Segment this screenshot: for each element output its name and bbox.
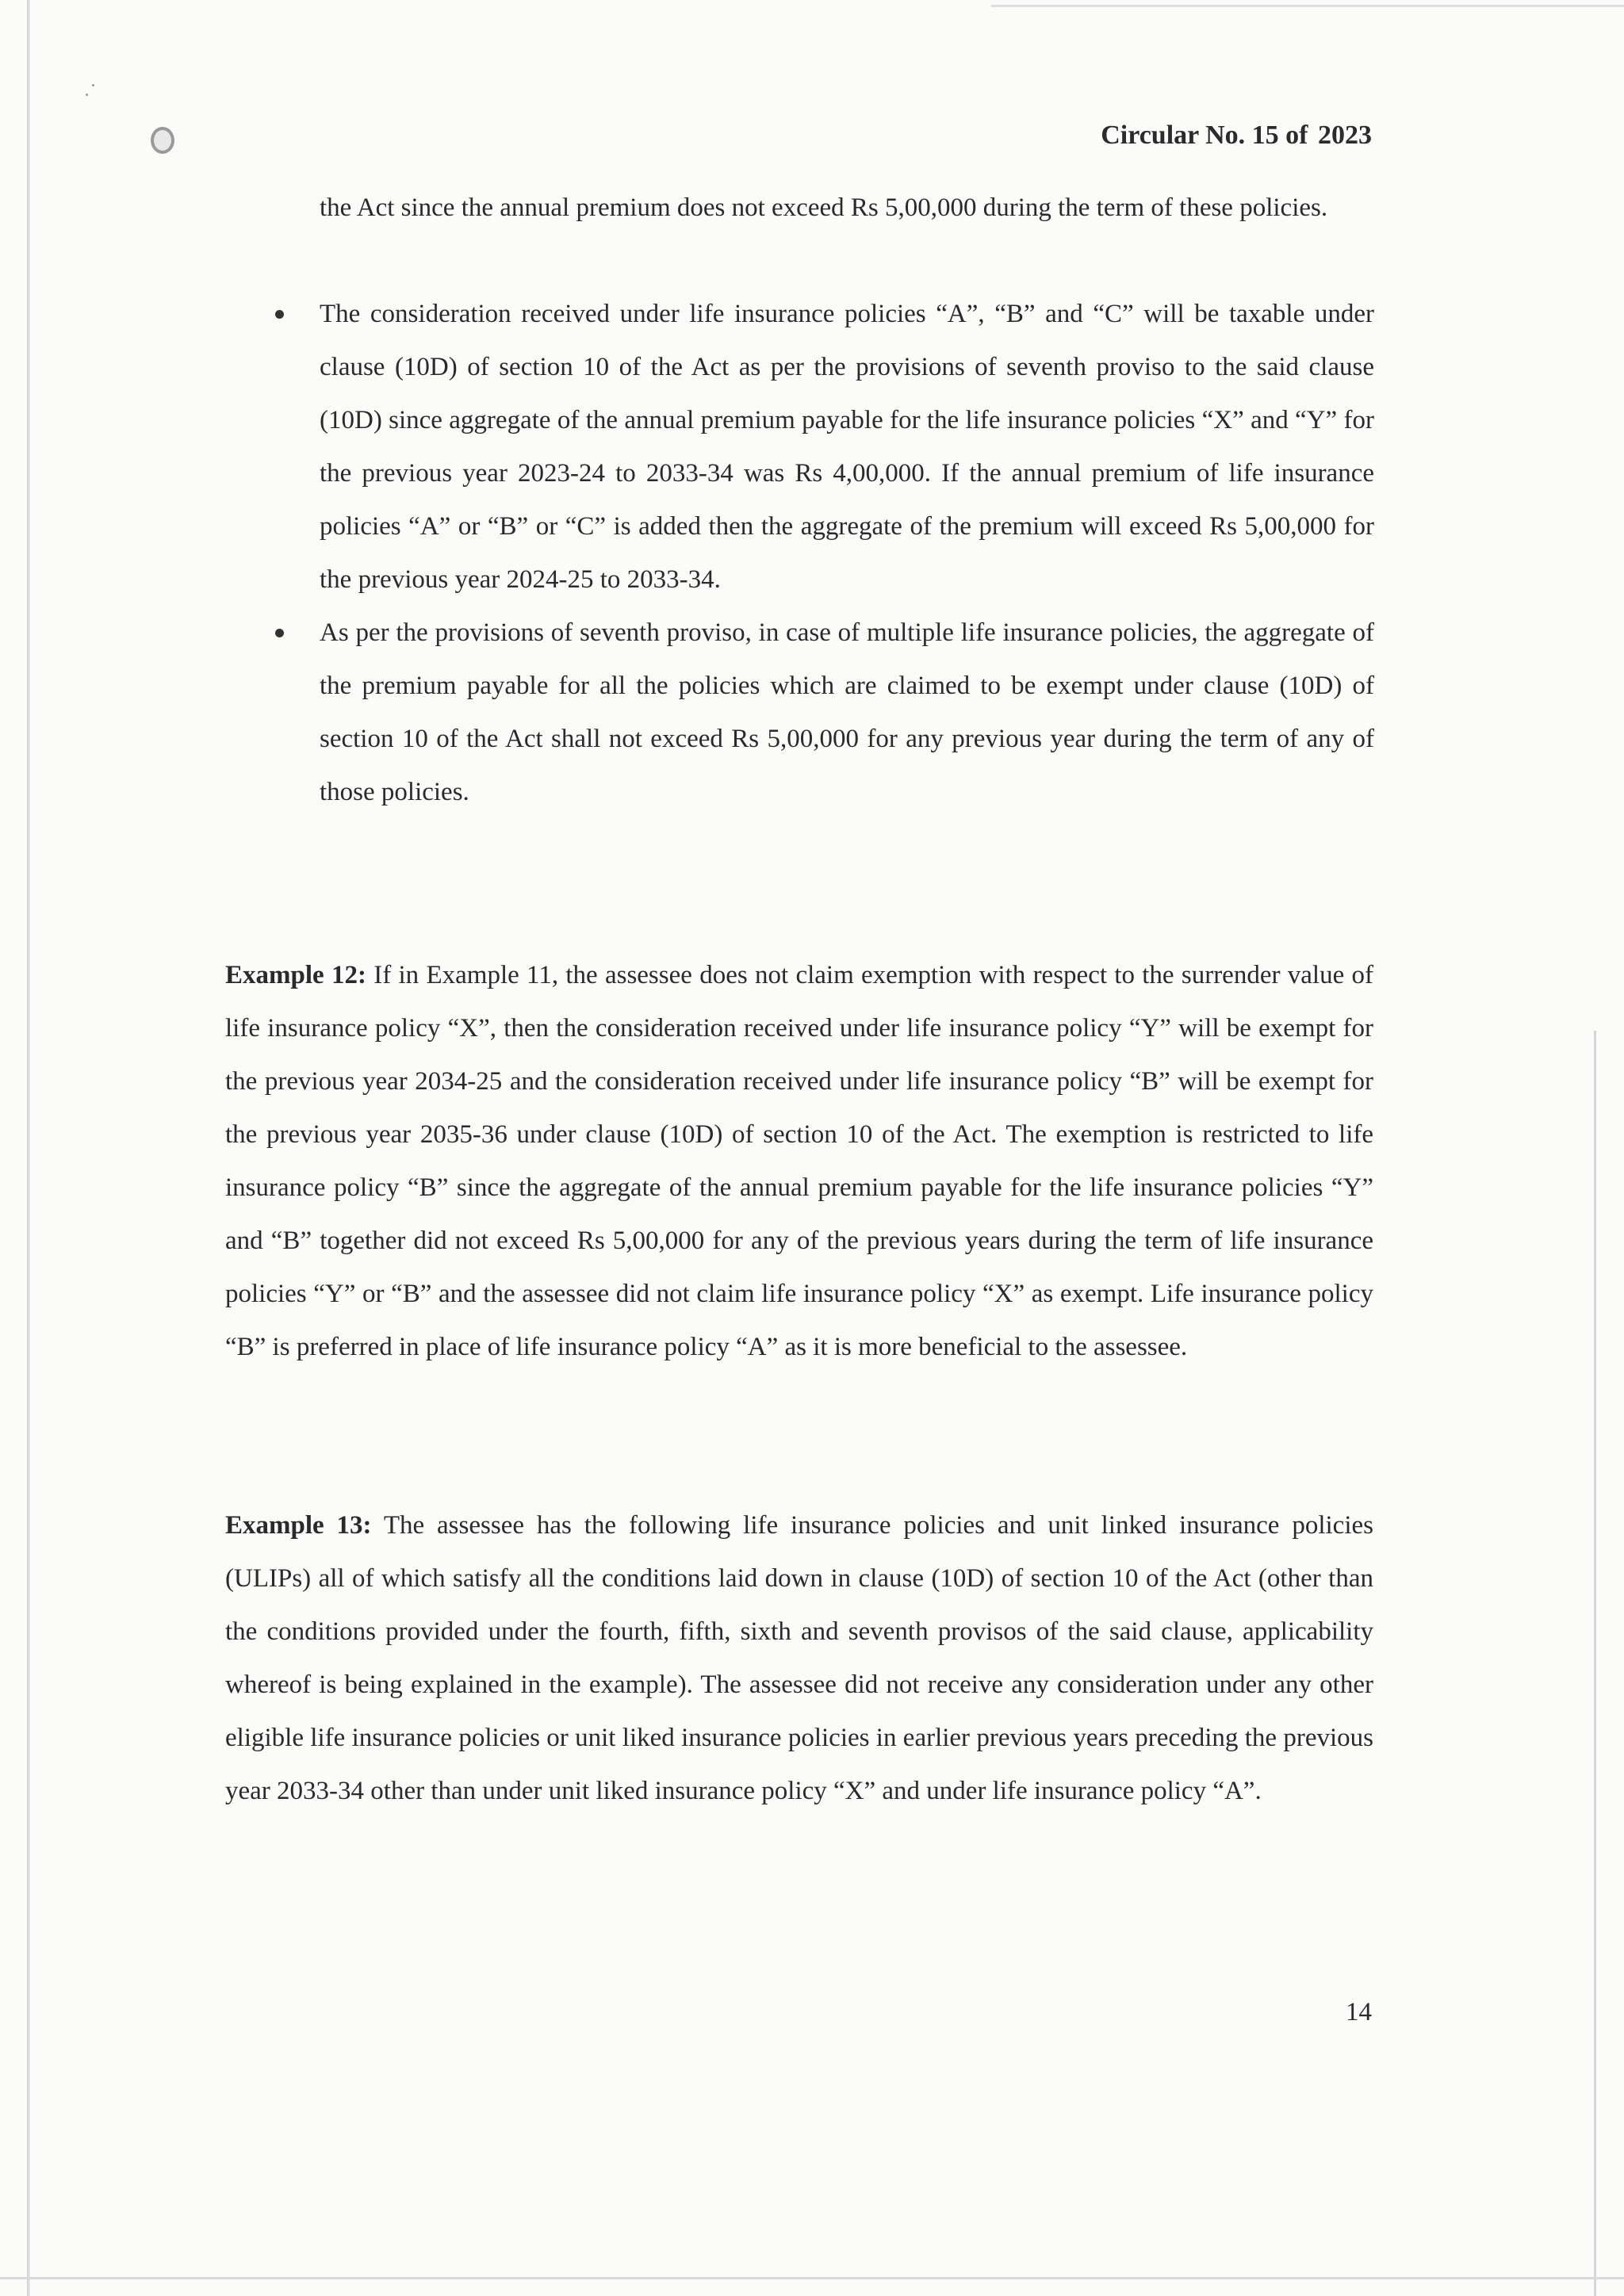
scan-edge-left [27,0,30,2296]
circular-label: Circular No. 15 of [1101,121,1308,150]
scan-speck [86,94,88,96]
bullet-text: As per the provisions of seventh proviso, in case of multiple life insurance policies, the aggregate of the premium payable for all the policies which are claimed to be exempt under clause (10D) of section 10 of the Act shall not exceed Rs 5,00,000 for any previous year during the term of any of those policies. [320,618,1374,806]
bullet-list [320,288,1374,819]
list-item [320,288,1374,607]
bullet-icon [275,310,284,319]
punch-hole-mark [151,127,174,154]
page-number: 14 [1346,1998,1372,2026]
example-13-paragraph [225,1499,1373,1818]
scan-edge-bottom [0,2277,1624,2279]
list-item [320,607,1374,819]
example-12-label: Example 12: [225,961,366,989]
scan-edge-right [1594,1031,1596,2296]
example-12-paragraph [225,949,1373,1374]
continuation-paragraph: the Act since the annual premium does not exceed Rs 5,00,000 during the term of these policies. [320,193,1328,222]
bullet-text: The consideration received under life insurance policies “A”, “B” and “C” will be taxable under clause (10D) of section 10 of the Act as per the provisions of seventh proviso to the said clause (10D) since aggregate of the annual premium payable for the life insurance policies “X” and “Y” for the previous year 2023-24 to 2033-34 was Rs 4,00,000. If the annual premium of life insurance policies “A” or “B” or “C” is added then the aggregate of the premium will exceed Rs 5,00,000 for the previous year 2024-25 to 2033-34. [320,300,1374,594]
scan-speck [92,84,94,86]
example-13-text: The assessee has the following life insurance policies and unit linked insurance policies (ULIPs) all of which satisfy all the conditions laid down in clause (10D) of section 10 of the Act (other than the conditions provided under the fourth, fifth, sixth and seventh provisos of the said clause, applicability whereof is being explained in the example). The assessee did not receive any consideration under any other eligible life insurance policies or unit liked insurance policies in earlier previous years preceding the previous year 2033-34 other than under unit liked insurance policy “X” and under life insurance policy “A”. [225,1511,1373,1805]
example-12-text: If in Example 11, the assessee does not claim exemption with respect to the surrender value of life insurance policy “X”, then the consideration received under life insurance policy “Y” will be exempt for the previous year 2034-25 and the consideration received under life insurance policy “B” will be exempt for the previous year 2035-36 under clause (10D) of section 10 of the Act. The exemption is restricted to life insurance policy “B” since the aggregate of the annual premium payable for the life insurance policies “Y” and “B” together did not exceed Rs 5,00,000 for any of the previous years during the term of life insurance policies “Y” or “B” and the assessee did not claim life insurance policy “X” as exempt. Life insurance policy “B” is preferred in place of life insurance policy “A” as it is more beneficial to the assessee. [225,961,1373,1361]
circular-year: 2023 [1318,121,1372,150]
example-13-label: Example 13: [225,1511,372,1540]
scan-edge-top [991,5,1624,7]
circular-header [1101,121,1372,151]
bullet-icon [275,629,284,637]
